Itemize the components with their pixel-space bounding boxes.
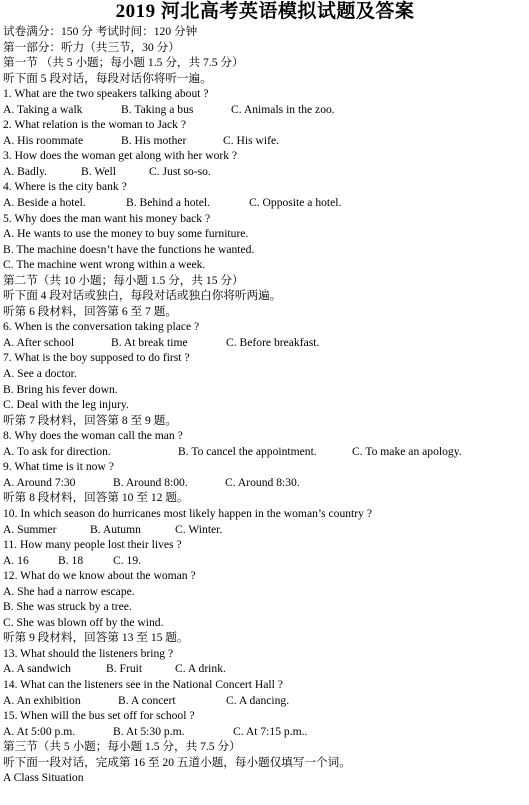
text-line: 7. What is the boy supposed to do first ? bbox=[3, 351, 190, 365]
text-line: 听第 9 段材料，回答第 13 至 15 题。 bbox=[3, 631, 189, 645]
answer-option: B. A concert bbox=[118, 693, 176, 707]
text-line: B. The machine doesn’t have the functions he wanted. bbox=[3, 242, 255, 256]
text-line: C. She was blown off by the wind. bbox=[3, 615, 164, 629]
answer-option: A. At 5:00 p.m. bbox=[3, 724, 76, 738]
text-line: 14. What can the listeners see in the National Concert Hall ? bbox=[3, 677, 283, 691]
text-line: A. He wants to use the money to buy some furniture. bbox=[3, 227, 249, 241]
text-line: 9. What time is it now ? bbox=[3, 460, 114, 474]
text-line: 10. In which season do hurricanes most likely happen in the woman’s country ? bbox=[3, 506, 372, 520]
text-line: 3. How does the woman get along with her work ? bbox=[3, 149, 238, 163]
answer-option: B. At break time bbox=[111, 335, 188, 349]
answer-option: A. Summer bbox=[3, 522, 57, 536]
answer-option: C. Before breakfast. bbox=[226, 335, 320, 349]
text-line: C. The machine went wrong within a week. bbox=[3, 258, 206, 272]
text-line: 听下面 4 段对话或独白，每段对话或独白你将听两遍。 bbox=[3, 289, 282, 303]
document-body bbox=[3, 24, 527, 786]
answer-options-row bbox=[3, 661, 527, 677]
text-line: A. See a doctor. bbox=[3, 367, 77, 381]
answer-option: A. Badly. bbox=[3, 164, 48, 178]
answer-option: A. Taking a walk bbox=[3, 102, 83, 116]
text-line: 听第 6 段材料，回答第 6 至 7 题。 bbox=[3, 304, 177, 318]
answer-options-row bbox=[3, 164, 527, 180]
text-line: 第一部分：听力（共三节，30 分） bbox=[3, 40, 180, 54]
answer-options-row bbox=[3, 195, 527, 211]
document-page bbox=[3, 0, 527, 786]
answer-option: A. After school bbox=[3, 335, 75, 349]
text-line: 8. Why does the woman call the man ? bbox=[3, 429, 183, 443]
answer-option: A. Around 7:30 bbox=[3, 475, 76, 489]
text-line: 第二节（共 10 小题；每小题 1.5 分，共 15 分） bbox=[3, 273, 244, 287]
answer-option: C. Winter. bbox=[175, 522, 223, 536]
text-line: 13. What should the listeners bring ? bbox=[3, 646, 174, 660]
text-line: 听下面一段对话，完成第 16 至 20 五道小题，每小题仅填写一个词。 bbox=[3, 755, 351, 769]
text-line: 12. What do we know about the woman ? bbox=[3, 569, 196, 583]
answer-option: B. Fruit bbox=[106, 662, 143, 676]
answer-option: A. Beside a hotel. bbox=[3, 196, 86, 210]
answer-option: B. At 5:30 p.m. bbox=[113, 724, 185, 738]
answer-option: B. His mother bbox=[121, 133, 187, 147]
answer-option: B. Taking a bus bbox=[121, 102, 194, 116]
answer-option: B. Around 8:00. bbox=[113, 475, 188, 489]
answer-options-row bbox=[3, 444, 527, 460]
text-line: 4. Where is the city bank ? bbox=[3, 180, 127, 194]
text-line: 6. When is the conversation taking place ? bbox=[3, 320, 200, 334]
answer-option: B. Behind a hotel. bbox=[126, 196, 211, 210]
answer-options-row bbox=[3, 522, 527, 538]
answer-option: A. A sandwich bbox=[3, 662, 71, 676]
text-line: 5. Why does the man want his money back ? bbox=[3, 211, 211, 225]
text-line: 听第 7 段材料，回答第 8 至 9 题。 bbox=[3, 413, 177, 427]
text-line: 11. How many people lost their lives ? bbox=[3, 538, 182, 552]
answer-options-row bbox=[3, 475, 527, 491]
answer-options-row bbox=[3, 553, 527, 569]
answer-options-row bbox=[3, 335, 527, 351]
text-line: 1. What are the two speakers talking about ? bbox=[3, 87, 209, 101]
answer-option: B. Well bbox=[81, 164, 116, 178]
answer-option: A. His roommate bbox=[3, 133, 84, 147]
answer-option: A. To ask for direction. bbox=[3, 444, 111, 458]
document-title: 2019 河北高考英语模拟试题及答案 bbox=[115, 1, 415, 22]
text-line: 听第 8 段材料，回答第 10 至 12 题。 bbox=[3, 491, 189, 505]
answer-option: C. Animals in the zoo. bbox=[231, 102, 335, 116]
answer-option: C. Just so-so. bbox=[149, 164, 211, 178]
answer-options-row bbox=[3, 102, 527, 118]
text-line: 听下面 5 段对话，每段对话你将听一遍。 bbox=[3, 71, 212, 85]
text-line: B. She was struck by a tree. bbox=[3, 600, 132, 614]
answer-option: B. To cancel the appointment. bbox=[178, 444, 317, 458]
answer-option: C. To make an apology. bbox=[352, 444, 462, 458]
text-line: A. She had a narrow escape. bbox=[3, 584, 135, 598]
answer-option: A. An exhibition bbox=[3, 693, 81, 707]
answer-option: C. His wife. bbox=[223, 133, 280, 147]
text-line: 2. What relation is the woman to Jack ? bbox=[3, 118, 186, 132]
answer-option: C. At 7:15 p.m.. bbox=[233, 724, 308, 738]
answer-option: B. Autumn bbox=[90, 522, 141, 536]
answer-options-row bbox=[3, 133, 527, 149]
text-line: C. Deal with the leg injury. bbox=[3, 398, 129, 412]
answer-options-row bbox=[3, 724, 527, 740]
text-line: 15. When will the bus set off for school ? bbox=[3, 709, 195, 723]
answer-option: B. 18 bbox=[58, 553, 84, 567]
text-line: 试卷满分：150 分 考试时间：120 分钟 bbox=[3, 25, 198, 38]
text-line: A Class Situation bbox=[3, 771, 84, 785]
answer-option: C. Opposite a hotel. bbox=[249, 196, 342, 210]
text-line: B. Bring his fever down. bbox=[3, 382, 118, 396]
answer-option: C. A drink. bbox=[175, 662, 226, 676]
answer-option: C. Around 8:30. bbox=[225, 475, 300, 489]
answer-option: A. 16 bbox=[3, 553, 29, 567]
answer-option: C. A dancing. bbox=[226, 693, 290, 707]
text-line: 第一节 （共 5 小题；每小题 1.5 分，共 7.5 分） bbox=[3, 56, 244, 70]
answer-option: C. 19. bbox=[113, 553, 142, 567]
answer-options-row bbox=[3, 693, 527, 709]
text-line: 第三节（共 5 小题；每小题 1.5 分，共 7.5 分） bbox=[3, 740, 241, 754]
